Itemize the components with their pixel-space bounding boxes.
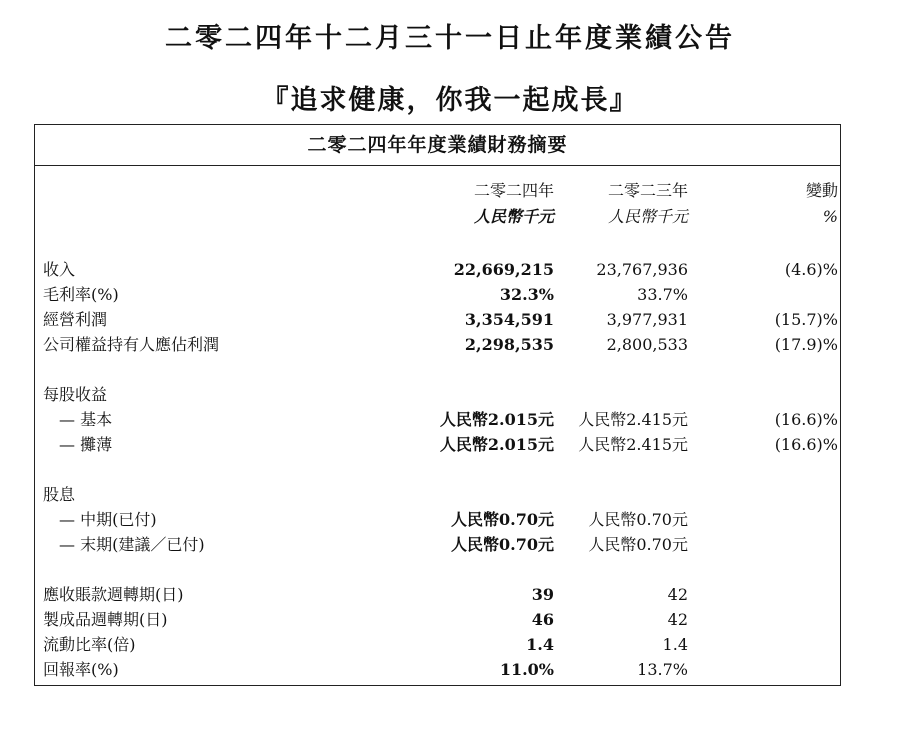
row-label: 回報率(%) bbox=[43, 660, 119, 679]
value-change: (4.6)% bbox=[784, 260, 838, 279]
row-label: 經營利潤 bbox=[43, 310, 108, 329]
table-row bbox=[35, 433, 840, 457]
value-2024: 人民幣2.015元 bbox=[439, 410, 554, 429]
table-row bbox=[35, 658, 840, 682]
value-2023: 2,800,533 bbox=[606, 335, 688, 354]
value-2024: 46 bbox=[531, 610, 554, 629]
table-row bbox=[35, 408, 840, 432]
value-2023: 13.7% bbox=[637, 660, 688, 679]
value-2024: 人民幣2.015元 bbox=[439, 435, 554, 454]
value-2023: 23,767,936 bbox=[596, 260, 688, 279]
value-2023: 3,977,931 bbox=[606, 310, 688, 329]
row-label: — 中期(已付) bbox=[59, 510, 157, 529]
financial-summary-table bbox=[34, 124, 841, 686]
column-unit-row bbox=[35, 205, 840, 229]
table-row bbox=[35, 608, 840, 632]
col-header-change: 變動 bbox=[805, 181, 838, 200]
value-change: (15.7)% bbox=[774, 310, 838, 329]
value-2024: 2,298,535 bbox=[464, 335, 554, 354]
value-2023: 33.7% bbox=[637, 285, 688, 304]
table-heading: 二零二四年年度業績財務摘要 bbox=[35, 125, 840, 166]
table-row bbox=[35, 308, 840, 332]
value-2023: 人民幣0.70元 bbox=[588, 535, 688, 554]
row-label: 流動比率(倍) bbox=[43, 635, 136, 654]
value-2024: 11.0% bbox=[499, 660, 554, 679]
table-row bbox=[35, 533, 840, 557]
section-label: 股息 bbox=[43, 485, 76, 504]
value-2023: 42 bbox=[667, 585, 688, 604]
row-label: — 攤薄 bbox=[59, 435, 113, 454]
value-2023: 1.4 bbox=[662, 635, 688, 654]
value-change: (17.9)% bbox=[774, 335, 838, 354]
value-2024: 人民幣0.70元 bbox=[451, 535, 554, 554]
col-header-2024: 二零二四年 bbox=[473, 181, 554, 200]
value-2023: 人民幣2.415元 bbox=[578, 410, 688, 429]
value-2024: 1.4 bbox=[526, 635, 554, 654]
row-label: — 末期(建議／已付) bbox=[59, 535, 205, 554]
value-2024: 32.3% bbox=[499, 285, 554, 304]
value-2024: 人民幣0.70元 bbox=[451, 510, 554, 529]
value-2023: 人民幣0.70元 bbox=[588, 510, 688, 529]
table-row bbox=[35, 258, 840, 282]
column-header-row bbox=[35, 179, 840, 203]
table-row bbox=[35, 283, 840, 307]
row-label: 收入 bbox=[43, 260, 76, 279]
announcement-title: 二零二四年十二月三十一日止年度業績公告 bbox=[165, 23, 735, 54]
value-2023: 42 bbox=[667, 610, 688, 629]
announcement-slogan: 『追求健康，你我一起成長』 bbox=[261, 85, 639, 116]
value-2024: 22,669,215 bbox=[453, 260, 554, 279]
table-row bbox=[35, 383, 840, 407]
value-2023: 人民幣2.415元 bbox=[578, 435, 688, 454]
value-2024: 3,354,591 bbox=[464, 310, 554, 329]
col-unit-change: % bbox=[822, 207, 838, 226]
table-row bbox=[35, 483, 840, 507]
value-2024: 39 bbox=[531, 585, 554, 604]
table-row bbox=[35, 633, 840, 657]
value-change: (16.6)% bbox=[774, 410, 838, 429]
section-label: 每股收益 bbox=[43, 385, 108, 404]
row-label: 製成品週轉期(日) bbox=[43, 610, 168, 629]
value-change: (16.6)% bbox=[774, 435, 838, 454]
row-label: 毛利率(%) bbox=[43, 285, 119, 304]
table-row bbox=[35, 583, 840, 607]
table-row bbox=[35, 333, 840, 357]
col-unit-2023: 人民幣千元 bbox=[607, 207, 688, 226]
row-label: 公司權益持有人應佔利潤 bbox=[43, 335, 220, 354]
row-label: — 基本 bbox=[59, 410, 113, 429]
table-row bbox=[35, 508, 840, 532]
col-unit-2024: 人民幣千元 bbox=[473, 207, 554, 226]
col-header-2023: 二零二三年 bbox=[607, 181, 688, 200]
row-label: 應收賬款週轉期(日) bbox=[43, 585, 184, 604]
